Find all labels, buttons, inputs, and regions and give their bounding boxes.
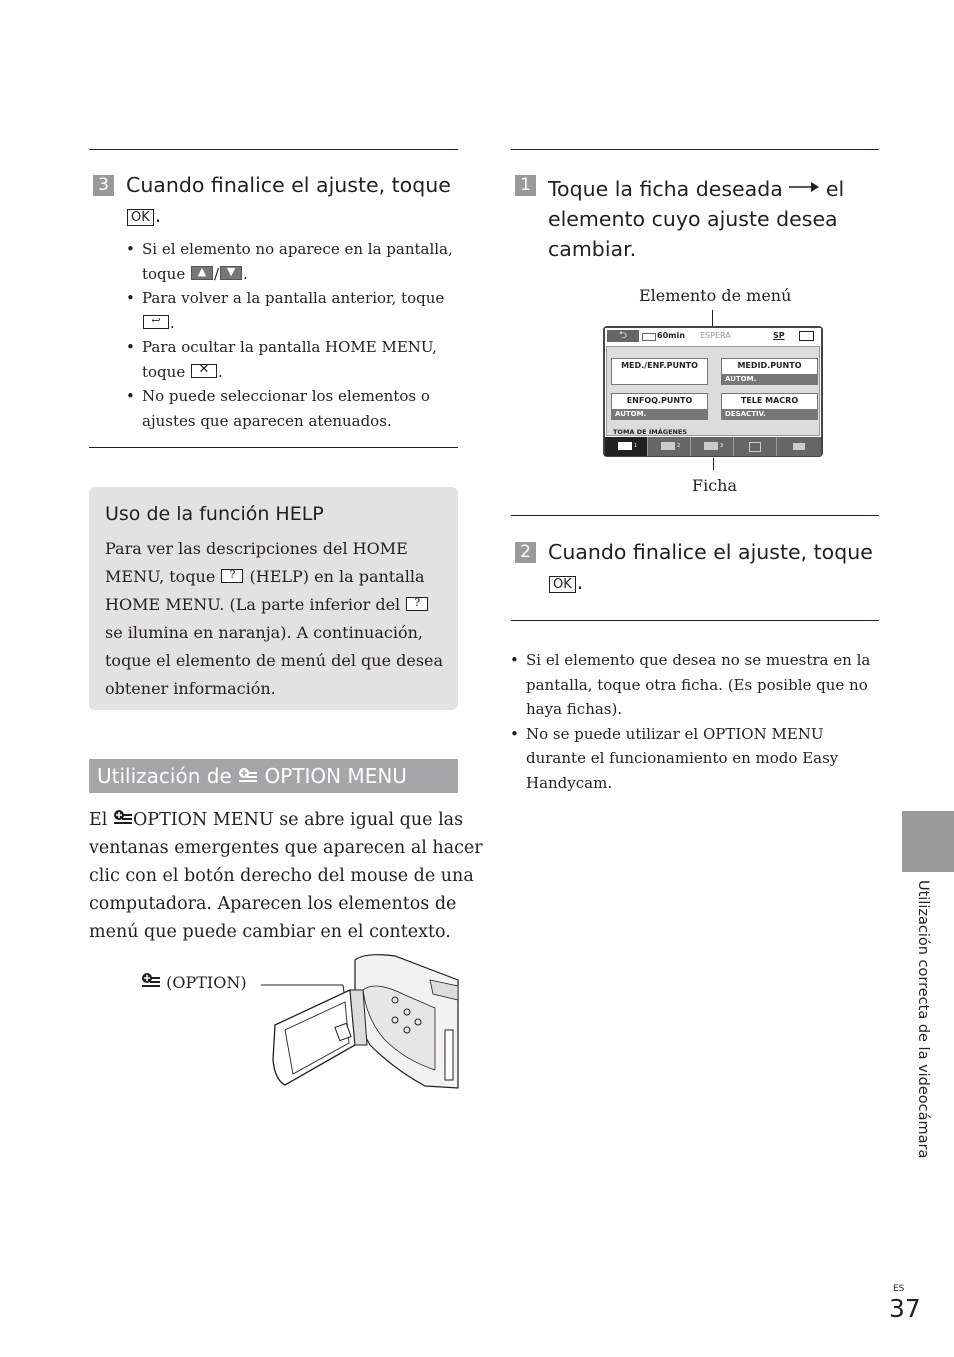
scroll-down-icon: ▼ bbox=[220, 266, 242, 280]
camera-lcd-screen bbox=[603, 326, 823, 457]
option-icon bbox=[141, 972, 161, 990]
menu-item-spot-focus[interactable]: ENFOQ.PUNTO AUTOM. bbox=[611, 393, 708, 420]
list-item: • No se puede utilizar el OPTION MENU durante el funcionamiento en modo Easy Handycam. bbox=[510, 722, 880, 796]
step-3-bullets bbox=[126, 237, 456, 433]
figure-label-menu-item: Elemento de menú bbox=[639, 286, 792, 305]
figure-label-tab: Ficha bbox=[692, 476, 738, 495]
toolbox-icon bbox=[793, 443, 805, 450]
tab-camera-1[interactable]: 1 bbox=[605, 437, 648, 456]
step-2-title: Cuando finalice el ajuste, toque OK . bbox=[548, 540, 873, 594]
step-number-1: 1 bbox=[515, 175, 536, 196]
list-item: • Para ocultar la pantalla HOME MENU, toque ✕ . bbox=[126, 335, 456, 384]
camcorder-illustration bbox=[255, 950, 460, 1090]
status-standby: ESPERA bbox=[700, 331, 731, 340]
option-icon bbox=[113, 808, 133, 826]
close-icon: ✕ bbox=[191, 364, 217, 378]
help-body: Para ver las descripciones del HOME MENU, toque ? (HELP) en la pantalla HOME MENU. (La parte inferior del ? se ilumina en naranja). A continuación, toque el elemento de menú del que desea obtener información. bbox=[105, 539, 444, 698]
step-3-title: Cuando finalice el ajuste, toque OK . bbox=[126, 173, 451, 227]
camera-icon bbox=[618, 442, 632, 450]
help-icon: ? bbox=[406, 597, 428, 611]
tab-edit[interactable] bbox=[734, 437, 777, 456]
list-item: • Para volver a la pantalla anterior, toque ↩ . bbox=[126, 286, 456, 335]
help-info-box bbox=[89, 487, 458, 710]
tab-camera-3[interactable]: 3 bbox=[691, 437, 734, 456]
battery-time: 60min bbox=[657, 331, 685, 340]
help-title: Uso de la función HELP bbox=[105, 503, 324, 525]
rule-after-step-3 bbox=[89, 447, 458, 448]
scroll-up-icon: ▲ bbox=[191, 266, 213, 280]
arrow-right-icon bbox=[789, 170, 819, 200]
menu-item-spot-meter[interactable]: MEDID.PUNTO AUTOM. bbox=[721, 358, 818, 385]
help-icon: ? bbox=[221, 569, 243, 583]
camera-icon bbox=[661, 442, 675, 450]
ok-button-icon: OK bbox=[549, 576, 576, 593]
ok-button-icon: OK bbox=[127, 209, 154, 226]
list-item: • Si el elemento que desea no se muestra en la pantalla, toque otra ficha. (Es posible que no haya fichas). bbox=[510, 648, 880, 722]
screen-status-bar bbox=[605, 328, 821, 345]
tab-leader-line bbox=[713, 458, 714, 470]
return-icon: ↩ bbox=[143, 315, 169, 329]
list-item: • No puede seleccionar los elementos o ajustes que aparecen atenuados. bbox=[126, 384, 456, 433]
return-icon[interactable]: ⮌ bbox=[607, 330, 639, 342]
menu-item-spot-meter-focus[interactable]: MED./ENF.PUNTO bbox=[611, 358, 708, 385]
option-menu-paragraph: El OPTION MENU se abre igual que las ventanas emergentes que aparecen al hacer clic con el botón derecho del mouse de una computadora. Aparecen los elementos de menú que puede cambiar en el contexto. bbox=[89, 810, 483, 942]
camera-icon bbox=[704, 442, 718, 450]
section-side-tab bbox=[902, 811, 954, 872]
rec-mode-badge: SP bbox=[773, 331, 785, 340]
notes-list bbox=[510, 648, 880, 795]
option-callout-label: (OPTION) bbox=[141, 971, 247, 995]
step-1-title: Toque la ficha deseada el elemento cuyo ajuste desea cambiar. bbox=[548, 170, 878, 264]
list-item: • Si el elemento no aparece en la pantalla, toque ▲ / ▼ . bbox=[126, 237, 456, 286]
top-rule-left bbox=[89, 149, 458, 150]
tab-camera-2[interactable]: 2 bbox=[648, 437, 691, 456]
battery-icon bbox=[642, 333, 656, 341]
option-menu-heading: Utilización de OPTION MENU bbox=[89, 759, 458, 793]
option-icon bbox=[238, 764, 258, 782]
page-number: 37 bbox=[889, 1294, 921, 1323]
tab-toolbox[interactable] bbox=[777, 437, 821, 456]
top-rule-right bbox=[511, 149, 879, 150]
edit-icon bbox=[749, 442, 761, 452]
memory-icon bbox=[799, 331, 814, 341]
rule-before-step-2 bbox=[511, 515, 879, 516]
page-language: ES bbox=[893, 1284, 905, 1294]
rule-after-step-2 bbox=[511, 620, 879, 621]
step-number-3: 3 bbox=[93, 175, 114, 196]
menu-item-tele-macro[interactable]: TELE MACRO DESACTIV. bbox=[721, 393, 818, 420]
step-number-2: 2 bbox=[515, 542, 536, 563]
side-section-label: Utilización correcta de la videocámara bbox=[915, 880, 931, 1159]
step-3-title-text: Cuando finalice el ajuste, toque bbox=[126, 173, 451, 197]
screen-category-label: TOMA DE IMÁGENES bbox=[613, 428, 688, 434]
screen-tab-strip bbox=[605, 437, 821, 456]
